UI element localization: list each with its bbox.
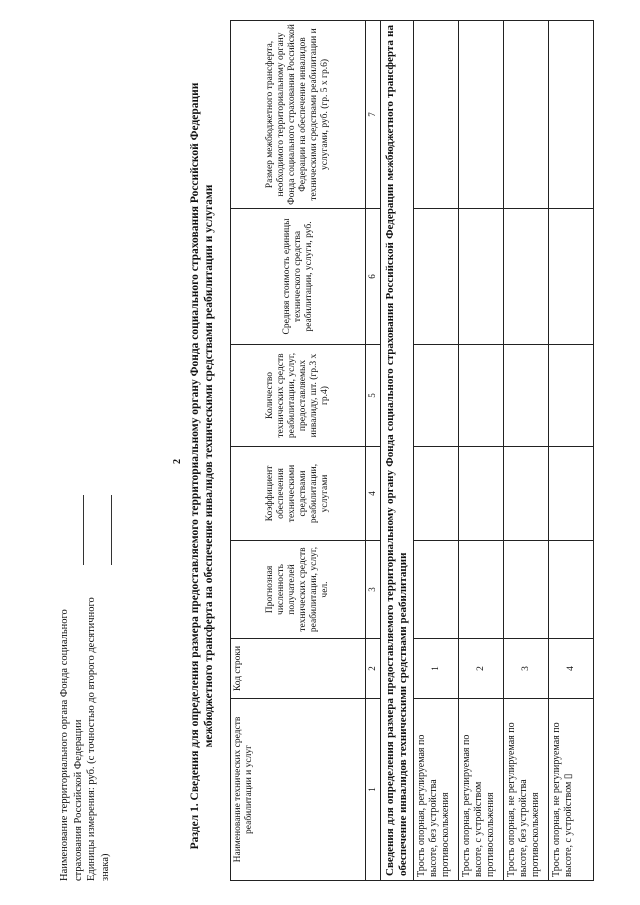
cell-empty (549, 541, 594, 639)
col-number: 5 (366, 345, 381, 447)
cell-empty (414, 447, 459, 541)
document-header (58, 581, 112, 881)
org-name-fill-line (83, 495, 84, 565)
cell-empty (414, 21, 459, 209)
cell-empty (549, 209, 594, 345)
row-name: Трость опорная, регулируемая по высоте, с устройством противоскольжения (459, 699, 504, 881)
cell-empty (414, 541, 459, 639)
cell-empty (549, 21, 594, 209)
col-header-quantity: Количество технических средств реабилитации, услуг, предоставляемых инвалиду, шт. (гр.3 х гр.4) (231, 345, 366, 447)
col-header-transfer-size: Размер межбюджетного трансферта, необходимого территориальному органу Фонда социального страхования Российской Федерации на обеспечение инвалидов техническими средствами реабилитации и услугами, руб. (гр. 5 х гр.6) (231, 21, 366, 209)
row-name: Трость опорная, не регулируемая по высоте, с устройством ▯ (549, 699, 594, 881)
col-header-average-cost: Средняя стоимость единицы технического средства реабилитации, услуги, руб. (231, 209, 366, 345)
units-fill-line (111, 495, 112, 565)
row-name: Трость опорная, не регулируемая по высоте, без устройства противоскольжения (504, 699, 549, 881)
cell-empty (414, 209, 459, 345)
section-row (381, 21, 414, 881)
col-number: 6 (366, 209, 381, 345)
cell-empty (504, 209, 549, 345)
col-header-name: Наименование технических средств реабилитации и услуг (231, 699, 366, 881)
cell-empty (504, 21, 549, 209)
table-header-row (231, 21, 366, 881)
page-number: 2 (172, 459, 183, 464)
col-header-coefficient: Коэффициент обеспечения техническими средствами реабилитации, услугами (231, 447, 366, 541)
col-number: 7 (366, 21, 381, 209)
row-code: 3 (504, 639, 549, 699)
row-code: 2 (459, 639, 504, 699)
column-number-row (366, 21, 381, 881)
col-number: 4 (366, 447, 381, 541)
table-row (414, 21, 459, 881)
cell-empty (504, 541, 549, 639)
organization-name-label: Наименование территориального органа Фонда социального страхования Российской Федерации (59, 609, 84, 881)
row-code: 4 (549, 639, 594, 699)
col-number: 3 (366, 541, 381, 639)
cell-empty (459, 21, 504, 209)
row-code: 1 (414, 639, 459, 699)
cell-empty (504, 345, 549, 447)
table-row (549, 21, 594, 881)
col-number: 2 (366, 639, 381, 699)
transfer-table (230, 20, 594, 881)
cell-empty (459, 447, 504, 541)
units-label: Единицы измерения: руб. (с точностью до второго десятичного знака) (86, 597, 111, 881)
cell-empty (459, 541, 504, 639)
cell-empty (549, 447, 594, 541)
col-number: 1 (366, 699, 381, 881)
col-header-code: Код строки (231, 639, 366, 699)
cell-empty (459, 345, 504, 447)
row-name: Трость опорная, регулируемая по высоте, без устройства противоскольжения (414, 699, 459, 881)
section-row-text: Сведения для определения размера предоставляемого территориальному органу Фонда социального страхования Российской Федерации межбюджетного трансферта на обеспечение инвалидов техническими средствами реабилитации (381, 21, 414, 881)
cell-empty (459, 209, 504, 345)
cell-empty (414, 345, 459, 447)
section-title: Раздел 1. Сведения для определения размера предоставляемого территориальному органу Фонда социального страхования Российской Федерации межбюджетного трансферта на обеспечение инвалидов техническими средствами реабилитации и услугами (189, 82, 215, 850)
col-header-recipients: Прогнозная численность получателей технических средств реабилитации, услуг, чел. (231, 541, 366, 639)
cell-empty (549, 345, 594, 447)
table-row (504, 21, 549, 881)
cell-empty (504, 447, 549, 541)
table-row (459, 21, 504, 881)
